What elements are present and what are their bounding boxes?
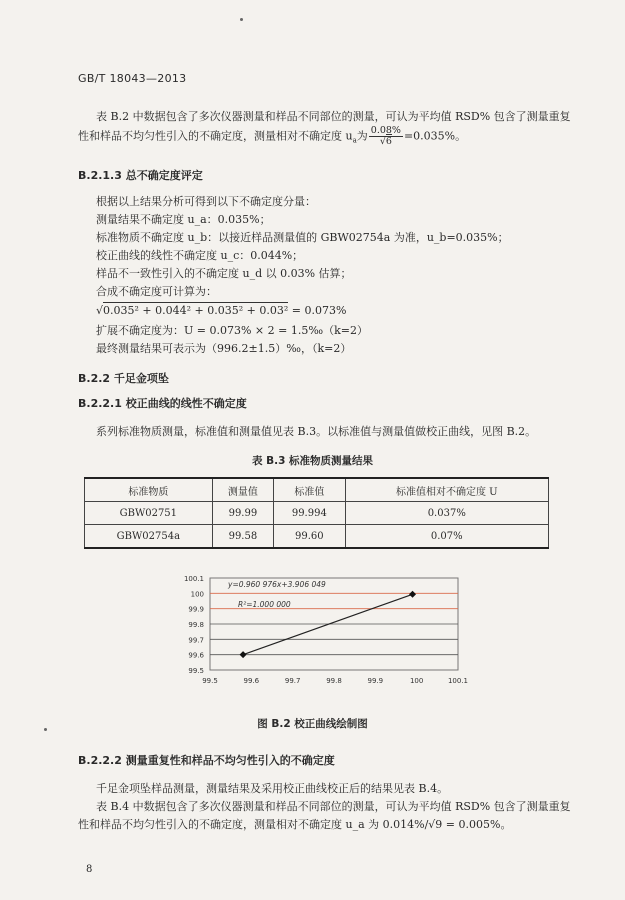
y-tick-label: 99.5 [188,667,204,675]
paragraph-line: 校正曲线的线性不确定度 u_c：0.044%； [96,249,304,262]
table-cell: GBW02754a [85,525,213,549]
x-tick-label: 99.9 [367,677,384,685]
data-point [409,591,416,598]
section-heading-b22: B.2.2 千足金项坠 [78,372,169,385]
paragraph-line: 测量结果不确定度 u_a：0.035%； [96,213,271,226]
page-number: 8 [86,864,93,875]
table-header-cell: 测量值 [212,478,273,502]
section-heading-b213: B.2.1.3 总不确定度评定 [78,169,203,182]
table-row [85,525,549,549]
table-row [85,502,549,525]
table-cell: 0.07% [345,525,548,549]
figure-caption: 图 B.2 校正曲线绘制图 [257,718,368,730]
paragraph-line: 根据以上结果分析可得到以下不确定度分量： [96,195,316,208]
x-tick-label: 99.5 [202,677,218,685]
x-tick-label: 100.1 [447,677,469,685]
x-tick-label: 99.7 [284,677,301,685]
paragraph-line: 合成不确定度可计算为： [96,285,217,298]
paragraph-line: 扩展不确定度为：U = 0.073% × 2 = 1.5‰（k=2） [96,324,368,337]
paragraph-line: 最终测量结果可表示为（996.2±1.5）‰，（k=2） [96,342,352,355]
paragraph-line: 千足金项坠样品测量，测量结果及采用校正曲线校正后的结果见表 B.4。 [96,782,449,795]
table-cell: GBW02751 [85,502,213,525]
standard-material-table [84,477,549,549]
table-cell: 99.99 [212,502,273,525]
combined-uncertainty-formula: √0.035² + 0.044² + 0.035² + 0.03² = 0.073% [96,304,347,317]
table-header-cell: 标准物质 [85,478,213,502]
paragraph-line: 性和样品不均匀性引入的不确定度，测量相对不确定度 u_a 为 0.014%/√9 = 0.005%。 [78,818,512,831]
speck [240,18,243,21]
x-tick-label: 99.8 [326,677,342,685]
y-tick-label: 99.9 [188,605,204,614]
table-cell: 99.60 [274,525,345,549]
paragraph-line: 性和样品不均匀性引入的不确定度，测量相对不确定度 $u_a$为 $\frac{0.08\%}{√6}$ =0.035%。 [78,125,467,147]
section-heading-b222: B.2.2.2 测量重复性和样品不均匀性引入的不确定度 [78,754,335,767]
paragraph-line: 表 B.4 中数据包含了多次仪器测量和样品不同部位的测量，可认为平均值 RSD% 包含了测量重复 [96,800,571,813]
paragraph-line: 样品不一致性引入的不确定度 u_d 以 0.03% 估算； [96,267,352,280]
section-heading-b221: B.2.2.1 校正曲线的线性不确定度 [78,397,247,410]
paragraph-line: 表 B.2 中数据包含了多次仪器测量和样品不同部位的测量，可认为平均值 RSD% 包含了测量重复 [96,110,571,123]
table-cell: 99.58 [212,525,273,549]
calibration-chart [0,568,625,688]
data-point [240,651,247,658]
y-tick-label: 99.8 [188,621,204,629]
standard-number-header: GB/T 18043—2013 [78,72,187,85]
fraction: $\frac{0.08\%}{√6}$ [370,125,401,147]
x-tick-label: 99.6 [243,677,260,685]
r-squared-label: R²=1.000 000 [238,600,291,609]
paragraph-line: 系列标准物质测量，标准值和测量值见表 B.3。以标准值与测量值做校正曲线，见图 B.2。 [96,425,537,438]
table-header-cell: 标准值相对不确定度 U [345,478,548,502]
y-tick-label: 99.6 [188,651,204,660]
table-cell: 0.037% [345,502,548,525]
regression-equation: y=0.960 976x+3.906 049 [228,580,326,589]
table-cell: 99.994 [274,502,345,525]
table-header-cell: 标准值 [274,478,345,502]
x-tick-label: 100 [409,677,424,685]
table-caption: 表 B.3 标准物质测量结果 [251,455,374,467]
y-tick-label: 100.1 [183,575,204,583]
y-tick-label: 99.7 [188,636,204,645]
paragraph-line: 标准物质不确定度 u_b：以接近样品测量值的 GBW02754a 为准，u_b=0.035%； [96,231,509,244]
y-tick-label: 100 [190,590,204,599]
